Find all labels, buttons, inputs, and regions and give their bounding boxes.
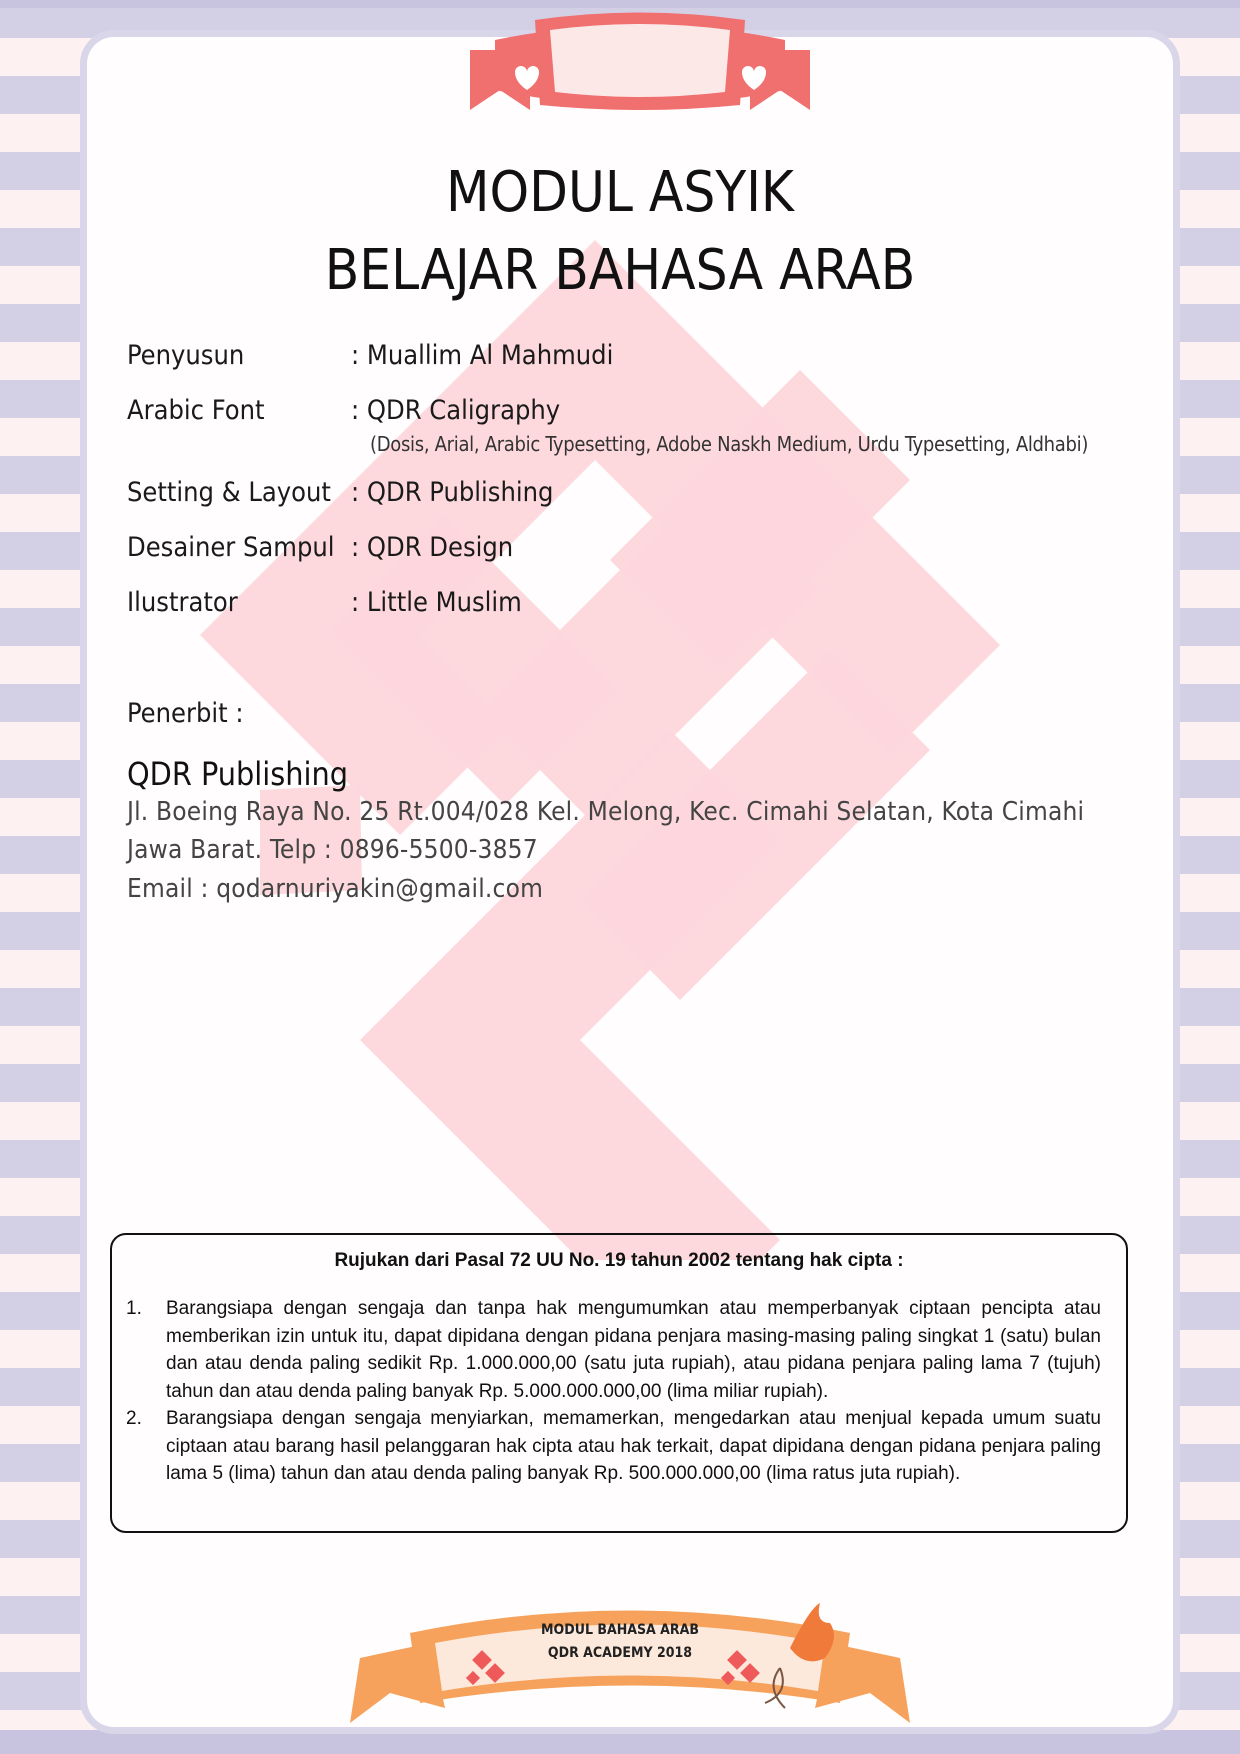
publisher-address-1: Jl. Boeing Raya No. 25 Rt.004/028 Kel. Melong, Kec. Cimahi Selatan, Kota Cimahi xyxy=(127,797,1085,827)
credit-label: Arabic Font xyxy=(127,395,265,426)
item-number: 2. xyxy=(126,1408,142,1429)
credit-label: Desainer Sampul xyxy=(127,532,335,563)
credit-label: Ilustrator xyxy=(127,587,238,618)
list-item xyxy=(126,1405,1101,1488)
credit-value: : QDR Design xyxy=(351,532,514,563)
credit-value: : Little Muslim xyxy=(351,587,522,618)
item-text: Barangsiapa dengan sengaja dan tanpa hak mengumumkan atau memperbanyak ciptaan pencipta atau memberikan izin untuk itu, dapat dipidana dengan pidana penjara masing-masing paling singkat 1 (satu) bulan dan atau denda paling sedikit Rp. 1.000.000,00 (satu juta rupiah), atau pidana penjara paling lama 7 (tujuh) tahun dan atau denda paling banyak Rp. 5.000.000.000,00 (lima miliar rupiah). xyxy=(166,1298,1101,1402)
credit-label: Setting & Layout xyxy=(127,477,331,508)
top-ribbon xyxy=(470,10,810,120)
credit-row-ilustrator xyxy=(127,587,1127,623)
copyright-title: Rujukan dari Pasal 72 UU No. 19 tahun 2002 tentang hak cipta : xyxy=(334,1250,904,1271)
title-line-1: MODUL ASYIK xyxy=(446,160,794,225)
credit-row-setting-layout xyxy=(127,477,1127,513)
copyright-box xyxy=(110,1233,1128,1533)
credit-label: Penyusun xyxy=(127,340,245,371)
font-note: (Dosis, Arial, Arabic Typesetting, Adobe Naskh Medium, Urdu Typesetting, Aldhabi) xyxy=(370,432,1089,456)
credit-row-desainer-sampul xyxy=(127,532,1127,568)
copyright-list xyxy=(126,1295,1101,1488)
footer-badge-line-1: MODUL BAHASA ARAB xyxy=(541,1622,699,1638)
publisher-name: QDR Publishing xyxy=(127,755,349,793)
credit-row-penyusun xyxy=(127,340,1127,376)
credit-row-arabic-font xyxy=(127,395,1127,431)
list-item xyxy=(126,1295,1101,1405)
item-text: Barangsiapa dengan sengaja menyiarkan, memamerkan, mengedarkan atau menjual kepada umum suatu ciptaan atau barang hasil pelanggaran hak cipta atau hak terkait, dapat dipidana dengan pidana penjara paling lama 5 (lima) tahun dan atau denda paling banyak Rp. 500.000.000,00 (lima ratus juta rupiah). xyxy=(166,1408,1101,1484)
publisher-address-2: Jawa Barat. Telp : 0896-5500-3857 xyxy=(127,835,538,865)
bottom-ribbon xyxy=(350,1598,910,1738)
item-number: 1. xyxy=(126,1298,142,1319)
publisher-label: Penerbit : xyxy=(127,698,244,729)
top-strip xyxy=(0,0,1240,8)
title-line-2: BELAJAR BAHASA ARAB xyxy=(324,238,916,303)
credit-value: : QDR Caligraphy xyxy=(351,395,561,426)
footer-badge-line-2: QDR ACADEMY 2018 xyxy=(547,1645,693,1661)
credit-value: : Muallim Al Mahmudi xyxy=(351,340,614,371)
credit-value: : QDR Publishing xyxy=(351,477,554,508)
qdr-logo-watermark xyxy=(200,240,1150,1260)
publisher-email: Email : qodarnuriyakin@gmail.com xyxy=(127,874,544,904)
